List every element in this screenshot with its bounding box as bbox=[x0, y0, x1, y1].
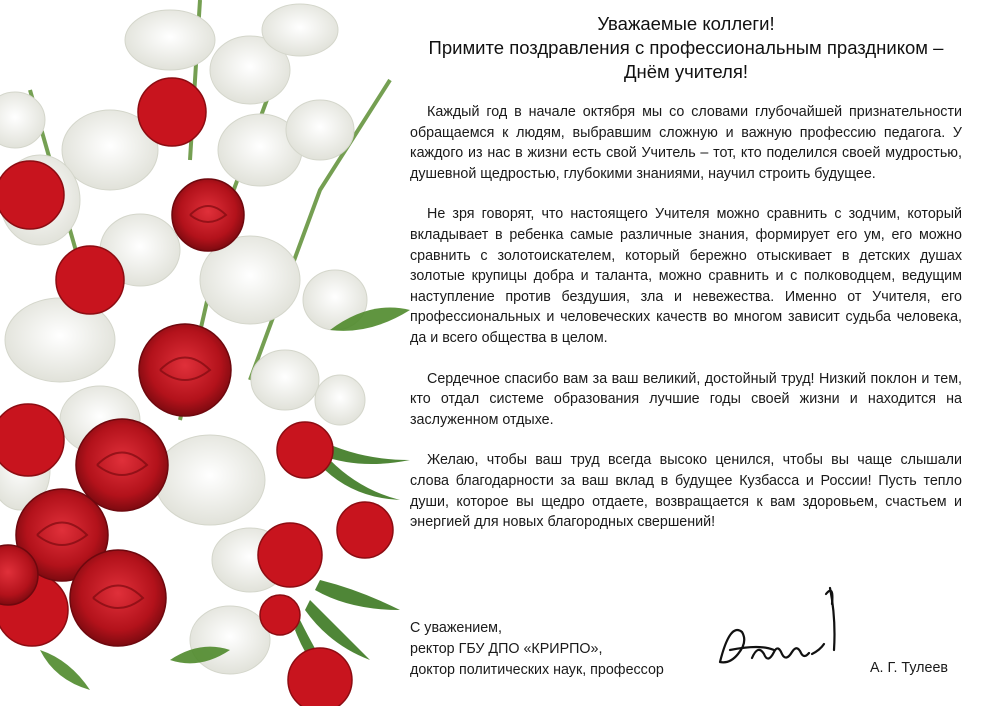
signer-position: ректор ГБУ ДПО «КРИРПО», bbox=[410, 641, 603, 657]
congratulation-letter bbox=[410, 12, 962, 533]
heading-line-2: Примите поздравления с профессиональным праздником – bbox=[428, 37, 944, 58]
paragraph-3: Сердечное спасибо вам за ваш великий, достойный труд! Низкий поклон и тем, кто отдал системе образования лучшие годы своей жизни и находится на заслуженном отдыхе. bbox=[410, 370, 962, 428]
heading-line-3: Днём учителя! bbox=[623, 61, 748, 82]
handwritten-signature bbox=[712, 580, 852, 680]
paragraph-1: Каждый год в начале октября мы со словами глубочайшей признательности обращаемся к людям, выбравшим сложную и важную профессию педагога. У каждого из нас в жизни есть свой Учитель – тот, кто поделился своей мудростью, душевной щедростью, глубокими знаниями, научил строить будущее. bbox=[410, 104, 962, 182]
flower-bouquet-illustration bbox=[0, 0, 420, 706]
signer-degree: доктор политических наук, профессор bbox=[410, 662, 664, 678]
closing-regards: С уважением, bbox=[410, 620, 502, 636]
paragraph-2: Не зря говорят, что настоящего Учителя можно сравнить с зодчим, который вкладывает в ребенка самые различные знания, формирует его ум, его можно сравнить с золотоискателем, который бережно отыскивает в детских душах золотые крупицы добра и таланта, можно сравнить и с полководцем, ведущим наступление против бездушия, зла и невежества. Именно от Учителя, его профессиональных и человеческих качеств во многом зависит судьба человека, да и всего общества в целом. bbox=[410, 206, 962, 346]
paragraph-4: Желаю, чтобы ваш труд всегда высоко ценился, чтобы вы чаще слышали слова благодарности за ваш вклад в будущее Кузбасса и России! Пусть тепло души, которое вы щедро отдаете, возвращается к вам здоровьем, счастьем и энергией для новых благородных свершений! bbox=[410, 452, 962, 531]
signer-name: А. Г. Тулеев bbox=[870, 660, 949, 676]
signature-block bbox=[410, 618, 664, 681]
greeting: Уважаемые коллеги! bbox=[597, 13, 775, 34]
letter-heading bbox=[410, 12, 962, 84]
